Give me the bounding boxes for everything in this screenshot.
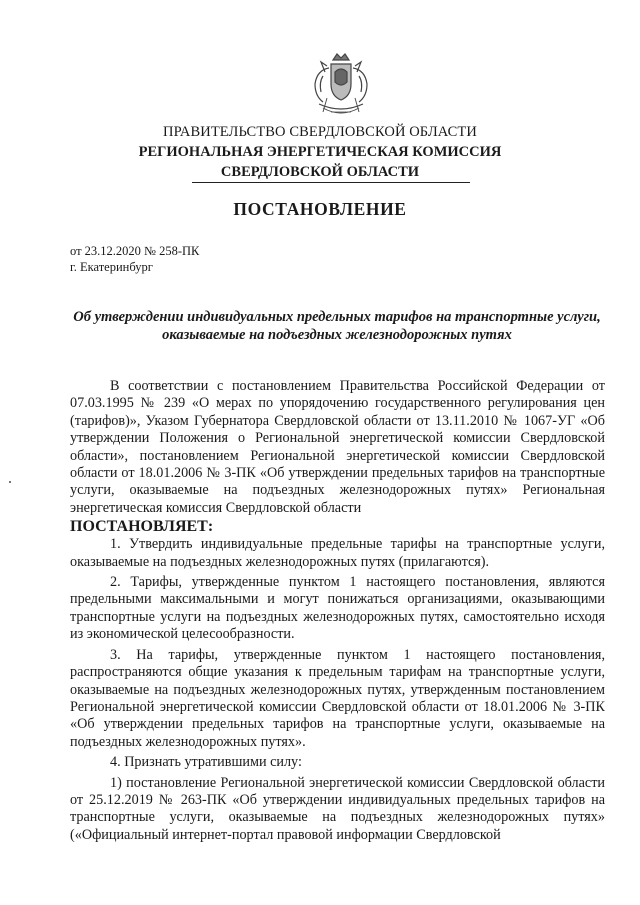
preamble-paragraph: В соответствии с постановлением Правительства Российской Федерации от 07.03.1995 № 239 «О мерах по упорядочению государственного регулирования цен (тарифов)», Указом Губернатора Свердловской области от 13.11.2010 № 1067-УГ «Об утверждении Положения о Региональной энергетической комиссии Свердловской области», постановлением Региональной энергетической комиссии Свердловской области от 18.01.2006 № 3-ПК «Об утверждении предельных тарифов на транспортные услуги, оказываемые на подъездных железнодорожных путях» Региональная энергетическая комиссия Свердловской области <box>70 378 605 516</box>
region-name: СВЕРДЛОВСКОЙ ОБЛАСТИ <box>220 164 420 180</box>
paragraph-item-1: 1. Утвердить индивидуальные предельные тарифы на транспортные услуги, оказываемые на подъездных железнодорожных путях (прилагаются). <box>70 536 605 570</box>
paragraph-item-4: 4. Признать утратившими силу: <box>110 754 302 771</box>
coat-of-arms-emblem <box>303 52 379 124</box>
paragraph-item-2: 2. Тарифы, утвержденные пунктом 1 настоящего постановления, являются предельными максимальными и могут понижаться организациями, оказывающими транспортные услуги на подъездных железнодорожных путях, самостоятельно исходя из экономической целесообразности. <box>70 574 605 643</box>
commission-name: РЕГИОНАЛЬНАЯ ЭНЕРГЕТИЧЕСКАЯ КОМИССИЯ <box>138 144 502 160</box>
paragraph-item-3: 3. На тарифы, утвержденные пунктом 1 настоящего постановления, распространяются общие указания к предельным тарифам на транспортные услуги, оказываемые на подъездных железнодорожных путях, утвержденным постановлением Региональной энергетической комиссии Свердловской области от 18.01.2006 № 3-ПК «Об утверждении предельных тарифов на транспортные услуги, оказываемые на подъездных железнодорожных путях». <box>70 646 605 750</box>
document-city: г. Екатеринбург <box>70 260 153 274</box>
paragraph-item-4-1: 1) постановление Региональной энергетической комиссии Свердловской области от 25.12.2019 № 263-ПК «Об утверждении индивидуальных предельных тарифов на транспортные услуги, оказываемые на подъездных железнодорожных путях» («Официальный интернет-портал правовой информации Свердловской <box>70 774 605 843</box>
document-body <box>70 378 605 844</box>
document-title: ПОСТАНОВЛЕНИЕ <box>233 199 407 219</box>
document-subject: Об утверждении индивидуальных предельных тарифов на транспортные услуги, оказываемые на подъездных железнодорожных путях <box>73 309 601 343</box>
decree-heading: ПОСТАНОВЛЯЕТ: <box>70 518 214 536</box>
scan-artifact-dot <box>9 481 11 483</box>
header-divider <box>192 182 470 183</box>
government-name: ПРАВИТЕЛЬСТВО СВЕРДЛОВСКОЙ ОБЛАСТИ <box>163 124 477 140</box>
document-date-number: от 23.12.2020 № 258-ПК <box>70 244 200 258</box>
